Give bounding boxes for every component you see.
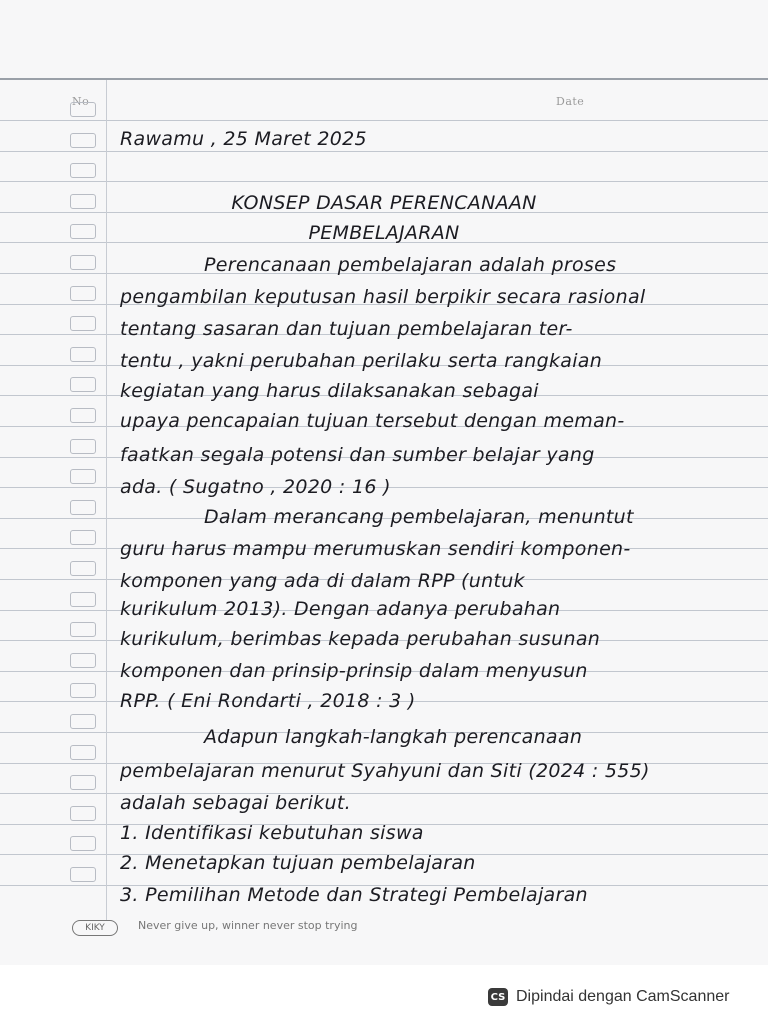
text-line: Dalam merancang pembelajaran, menuntut xyxy=(204,506,634,528)
no-label: No xyxy=(72,95,90,108)
margin-checkbox xyxy=(70,867,96,882)
margin-checkbox xyxy=(70,530,96,545)
text-line: tentang sasaran dan tujuan pembelajaran ter- xyxy=(120,318,573,340)
brand-badge: KIKY xyxy=(72,920,118,936)
margin-checkbox xyxy=(70,408,96,423)
ruled-line xyxy=(0,151,768,152)
text-line: Adapun langkah-langkah perencanaan xyxy=(204,726,583,748)
margin-checkbox xyxy=(70,102,96,117)
ruled-line xyxy=(0,793,768,794)
text-line: komponen dan prinsip-prinsip dalam menyusun xyxy=(120,660,588,682)
text-line: kurikulum 2013). Dengan adanya perubahan xyxy=(120,598,561,620)
margin-checkbox xyxy=(70,806,96,821)
margin-checkbox xyxy=(70,163,96,178)
text-line: pembelajaran menurut Syahyuni dan Siti (2024 : 555) xyxy=(120,760,650,782)
text-line: faatkan segala potensi dan sumber belajar yang xyxy=(120,444,595,466)
margin-checkbox xyxy=(70,745,96,760)
margin-checkbox xyxy=(70,622,96,637)
title-line-2: PEMBELAJARAN xyxy=(308,222,460,244)
list-item: 3. Pemilihan Metode dan Strategi Pembelajaran xyxy=(120,884,588,906)
margin-checkbox xyxy=(70,836,96,851)
text-line: tentu , yakni perubahan perilaku serta rangkaian xyxy=(120,350,603,372)
margin-checkbox xyxy=(70,500,96,515)
ruled-line xyxy=(0,120,768,121)
margin-checkbox xyxy=(70,714,96,729)
text-line: kurikulum, berimbas kepada perubahan susunan xyxy=(120,628,601,650)
margin-checkbox xyxy=(70,347,96,362)
text-line: pengambilan keputusan hasil berpikir secara rasional xyxy=(120,286,646,308)
margin-checkbox xyxy=(70,469,96,484)
text-line: komponen yang ada di dalam RPP (untuk xyxy=(120,570,525,592)
margin-checkbox xyxy=(70,133,96,148)
text-line: kegiatan yang harus dilaksanakan sebagai xyxy=(120,380,539,402)
text-line: adalah sebagai berikut. xyxy=(120,792,351,814)
margin-checkbox xyxy=(70,653,96,668)
margin-checkbox xyxy=(70,561,96,576)
text-line: Perencanaan pembelajaran adalah proses xyxy=(204,254,617,276)
top-rule xyxy=(0,78,768,80)
camscanner-text: Dipindai dengan CamScanner xyxy=(516,988,730,1005)
margin-checkbox xyxy=(70,592,96,607)
ruled-line xyxy=(0,181,768,182)
margin-checkbox xyxy=(70,286,96,301)
camscanner-logo-icon: CS xyxy=(488,988,508,1006)
title-line-1: KONSEP DASAR PERENCANAAN xyxy=(231,192,537,214)
list-item: 2. Menetapkan tujuan pembelajaran xyxy=(120,852,476,874)
margin-checkbox xyxy=(70,683,96,698)
margin-checkbox xyxy=(70,439,96,454)
list-item: 1. Identifikasi kebutuhan siswa xyxy=(120,822,424,844)
text-line: guru harus mampu merumuskan sendiri komponen- xyxy=(120,538,631,560)
margin-checkbox xyxy=(70,255,96,270)
margin-checkbox xyxy=(70,377,96,392)
date-line: Rawamu , 25 Maret 2025 xyxy=(120,128,367,150)
date-label: Date xyxy=(556,95,585,108)
text-line: RPP. ( Eni Rondarti , 2018 : 3 ) xyxy=(120,690,416,712)
margin-checkbox xyxy=(70,775,96,790)
text-line: upaya pencapaian tujuan tersebut dengan meman- xyxy=(120,410,625,432)
footer-motto: Never give up, winner never stop trying xyxy=(138,919,358,932)
text-line: ada. ( Sugatno , 2020 : 16 ) xyxy=(120,476,391,498)
margin-checkbox xyxy=(70,316,96,331)
camscanner-watermark xyxy=(488,986,729,1008)
